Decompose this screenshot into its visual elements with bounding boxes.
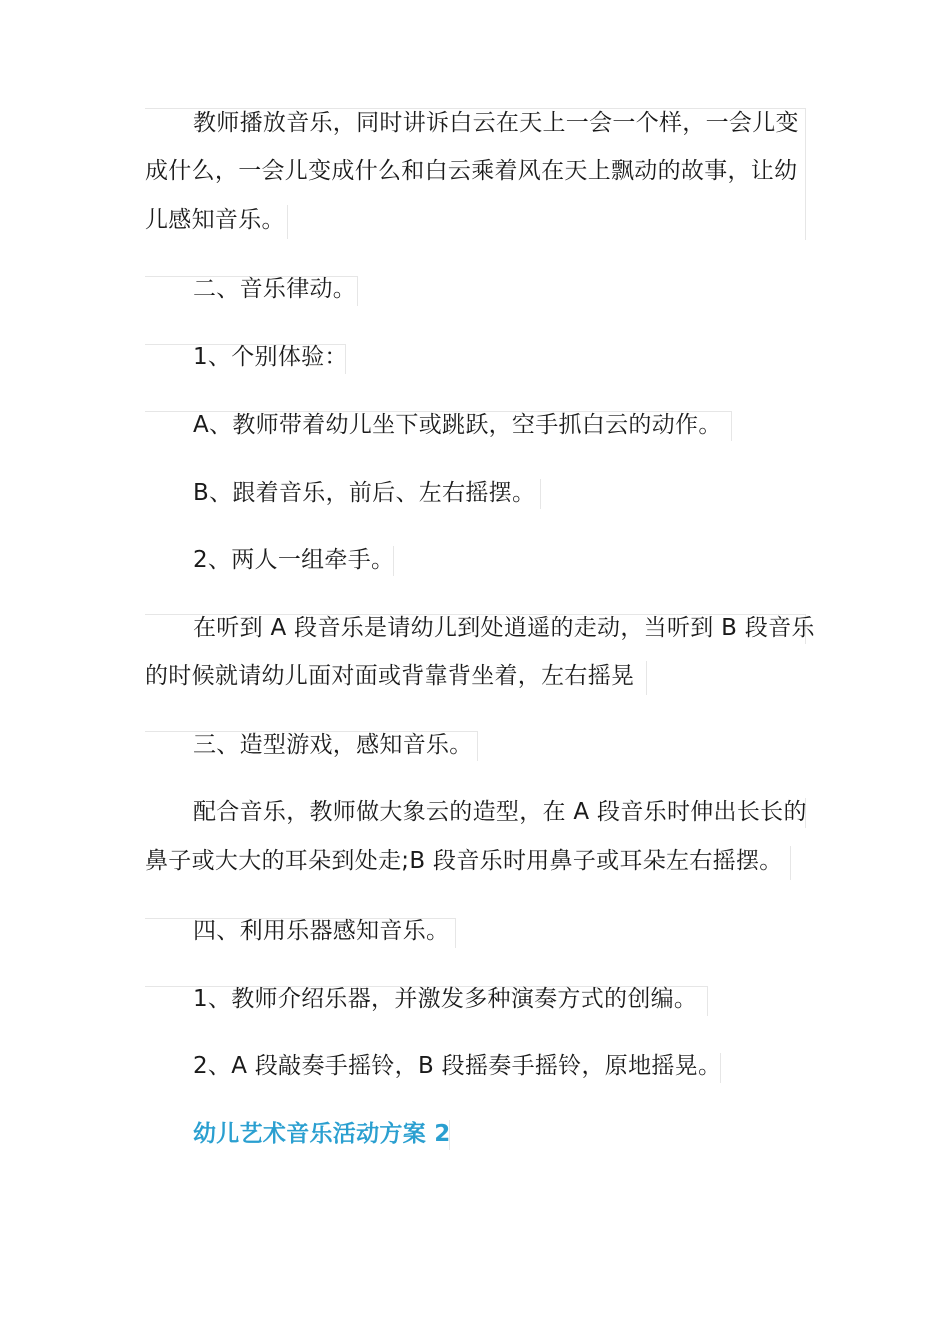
list-item: 2、A 段敲奏手摇铃，B 段摇奏手摇铃，原地摇晃。 (193, 1053, 722, 1079)
paragraph-line: 配合音乐，教师做大象云的造型，在 A 段音乐时伸出长长的 (193, 799, 807, 825)
text-guide (287, 205, 288, 239)
text-guide (540, 479, 541, 509)
list-item: A、教师带着幼儿坐下或跳跃，空手抓白云的动作。 (193, 412, 722, 438)
list-item: 1、个别体验： (193, 344, 348, 370)
list-item: 1、教师介绍乐器，并激发多种演奏方式的创编。 (193, 986, 698, 1012)
list-item: B、跟着音乐，前后、左右摇摆。 (193, 480, 536, 506)
text-guide (707, 986, 708, 1016)
paragraph-line: 在听到 A 段音乐是请幼儿到处逍遥的走动，当听到 B 段音乐 (193, 615, 815, 641)
section-title: 幼儿艺术音乐活动方案 2 (193, 1121, 451, 1147)
text-guide (805, 108, 806, 240)
text-guide (455, 918, 456, 948)
paragraph-line: 成什么，一会儿变成什么和白云乘着风在天上飘动的故事，让幼 (145, 158, 798, 184)
text-guide (357, 276, 358, 306)
paragraph-line: 鼻子或大大的耳朵到处走;B 段音乐时用鼻子或耳朵左右摇摆。 (145, 848, 783, 874)
text-guide (646, 661, 647, 695)
section-heading: 三、造型游戏，感知音乐。 (193, 732, 473, 758)
paragraph-line: 教师播放音乐，同时讲诉白云在天上一会一个样，一会儿变 (193, 110, 799, 136)
text-guide (731, 411, 732, 441)
paragraph-line: 儿感知音乐。 (145, 207, 285, 233)
section-heading: 四、利用乐器感知音乐。 (193, 918, 450, 944)
paragraph-line: 的时候就请幼儿面对面或背靠背坐着，左右摇晃 (145, 663, 635, 689)
text-guide (477, 731, 478, 761)
section-heading: 二、音乐律动。 (193, 276, 357, 302)
list-item: 2、两人一组牵手。 (193, 547, 395, 573)
text-guide (790, 846, 791, 880)
